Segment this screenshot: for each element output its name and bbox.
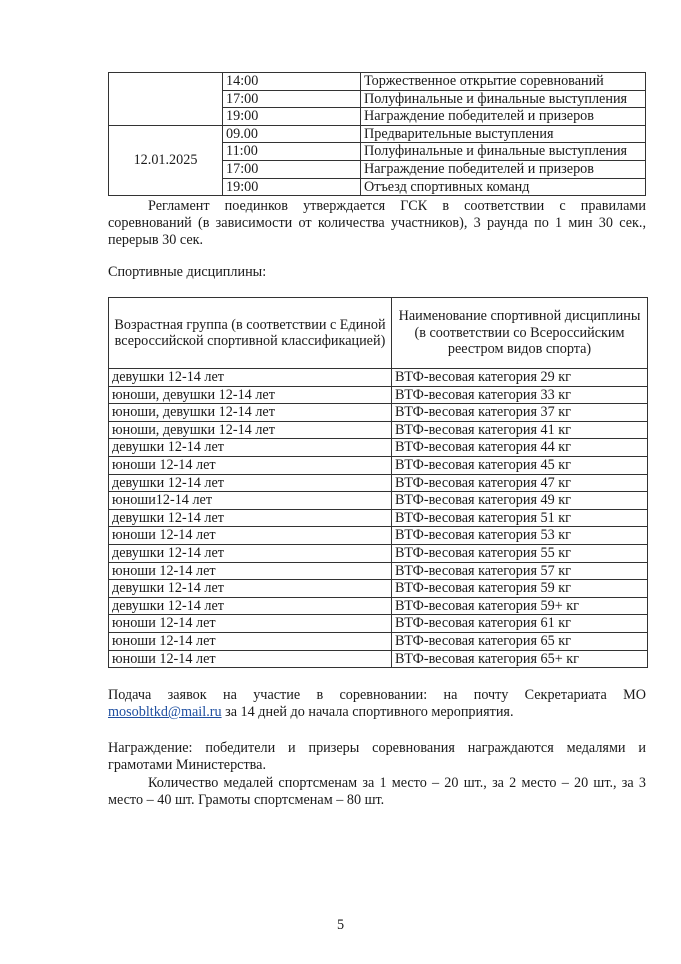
discipline-name: ВТФ-весовая категория 44 кг <box>392 439 648 457</box>
discipline-name: ВТФ-весовая категория 65 кг <box>392 632 648 650</box>
discipline-name: ВТФ-весовая категория 65+ кг <box>392 650 648 668</box>
discipline-row <box>109 404 648 422</box>
schedule-event: Торжественное открытие соревнований <box>361 73 646 91</box>
age-group: девушки 12-14 лет <box>109 544 392 562</box>
schedule-event: Награждение победителей и призеров <box>361 160 646 178</box>
discipline-row <box>109 527 648 545</box>
discipline-row <box>109 474 648 492</box>
discipline-name: ВТФ-весовая категория 41 кг <box>392 421 648 439</box>
discipline-name: ВТФ-весовая категория 59 кг <box>392 580 648 598</box>
age-group: юноши 12-14 лет <box>109 650 392 668</box>
discipline-name: ВТФ-весовая категория 29 кг <box>392 369 648 387</box>
discipline-name: ВТФ-весовая категория 37 кг <box>392 404 648 422</box>
age-group: юноши 12-14 лет <box>109 562 392 580</box>
schedule-time: 17:00 <box>223 160 361 178</box>
schedule-time: 09.00 <box>223 125 361 143</box>
discipline-name: ВТФ-весовая категория 53 кг <box>392 527 648 545</box>
disciplines-title: Спортивные дисциплины: <box>108 264 267 280</box>
application-paragraph <box>108 687 646 721</box>
schedule-date <box>109 73 223 126</box>
schedule-event: Полуфинальные и финальные выступления <box>361 90 646 108</box>
age-group: юноши 12-14 лет <box>109 615 392 633</box>
discipline-name: ВТФ-весовая категория 33 кг <box>392 386 648 404</box>
age-group: девушки 12-14 лет <box>109 369 392 387</box>
discipline-row <box>109 615 648 633</box>
discipline-row <box>109 492 648 510</box>
page-number: 5 <box>336 917 345 933</box>
schedule-event: Предварительные выступления <box>361 125 646 143</box>
age-group: юноши, девушки 12-14 лет <box>109 421 392 439</box>
schedule-time: 14:00 <box>223 73 361 91</box>
discipline-row <box>109 580 648 598</box>
discipline-row <box>109 386 648 404</box>
application-text-after: за 14 дней до начала спортивного мероприятия. <box>221 704 514 720</box>
schedule-time: 17:00 <box>223 90 361 108</box>
age-group: юноши 12-14 лет <box>109 527 392 545</box>
discipline-name: ВТФ-весовая категория 55 кг <box>392 544 648 562</box>
discipline-row <box>109 456 648 474</box>
discipline-name: ВТФ-весовая категория 45 кг <box>392 456 648 474</box>
disciplines-table <box>108 297 648 668</box>
application-text: Подача заявок на участие в соревновании: на почту Секретариата МО <box>108 687 646 703</box>
age-group: девушки 12-14 лет <box>109 474 392 492</box>
discipline-row <box>109 650 648 668</box>
schedule-row <box>109 125 646 143</box>
header-discipline: Наименование спортивной дисциплины (в соответствии со Всероссийским реестром видов спорта) <box>392 298 648 369</box>
age-group: юноши 12-14 лет <box>109 456 392 474</box>
email-link[interactable]: mosobltkd@mail.ru <box>108 704 222 720</box>
schedule-time: 19:00 <box>223 178 361 196</box>
discipline-row <box>109 421 648 439</box>
discipline-row <box>109 632 648 650</box>
discipline-name: ВТФ-весовая категория 61 кг <box>392 615 648 633</box>
schedule-event: Отъезд спортивных команд <box>361 178 646 196</box>
schedule-event: Полуфинальные и финальные выступления <box>361 143 646 161</box>
age-group: девушки 12-14 лет <box>109 580 392 598</box>
age-group: девушки 12-14 лет <box>109 597 392 615</box>
discipline-name: ВТФ-весовая категория 59+ кг <box>392 597 648 615</box>
schedule-time: 11:00 <box>223 143 361 161</box>
discipline-row <box>109 562 648 580</box>
schedule-time: 19:00 <box>223 108 361 126</box>
schedule-event: Награждение победителей и призеров <box>361 108 646 126</box>
age-group: юноши12-14 лет <box>109 492 392 510</box>
reglament-paragraph: Регламент поединков утверждается ГСК в соответствии с правилами соревнований (в зависимости от количества участников), 3 раунда по 1 мин 30 сек., перерыв 30 сек. <box>108 198 646 248</box>
age-group: юноши, девушки 12-14 лет <box>109 386 392 404</box>
discipline-name: ВТФ-весовая категория 57 кг <box>392 562 648 580</box>
discipline-row <box>109 597 648 615</box>
age-group: юноши 12-14 лет <box>109 632 392 650</box>
discipline-row <box>109 509 648 527</box>
discipline-row <box>109 369 648 387</box>
discipline-row <box>109 439 648 457</box>
schedule-table <box>108 72 646 196</box>
medals-paragraph: Количество медалей спортсменам за 1 место – 20 шт., за 2 место – 20 шт., за 3 место – 40 шт. Грамоты спортсменам – 80 шт. <box>108 775 646 808</box>
age-group: девушки 12-14 лет <box>109 439 392 457</box>
schedule-row <box>109 73 646 91</box>
age-group: юноши, девушки 12-14 лет <box>109 404 392 422</box>
award-paragraph: Награждение: победители и призеры соревнования награждаются медалями и грамотами Министерства. <box>108 740 646 773</box>
header-age-group: Возрастная группа (в соответствии с Единой всероссийской спортивной классификацией) <box>109 298 392 369</box>
discipline-name: ВТФ-весовая категория 47 кг <box>392 474 648 492</box>
discipline-row <box>109 544 648 562</box>
discipline-name: ВТФ-весовая категория 51 кг <box>392 509 648 527</box>
discipline-name: ВТФ-весовая категория 49 кг <box>392 492 648 510</box>
schedule-date: 12.01.2025 <box>109 125 223 195</box>
age-group: девушки 12-14 лет <box>109 509 392 527</box>
